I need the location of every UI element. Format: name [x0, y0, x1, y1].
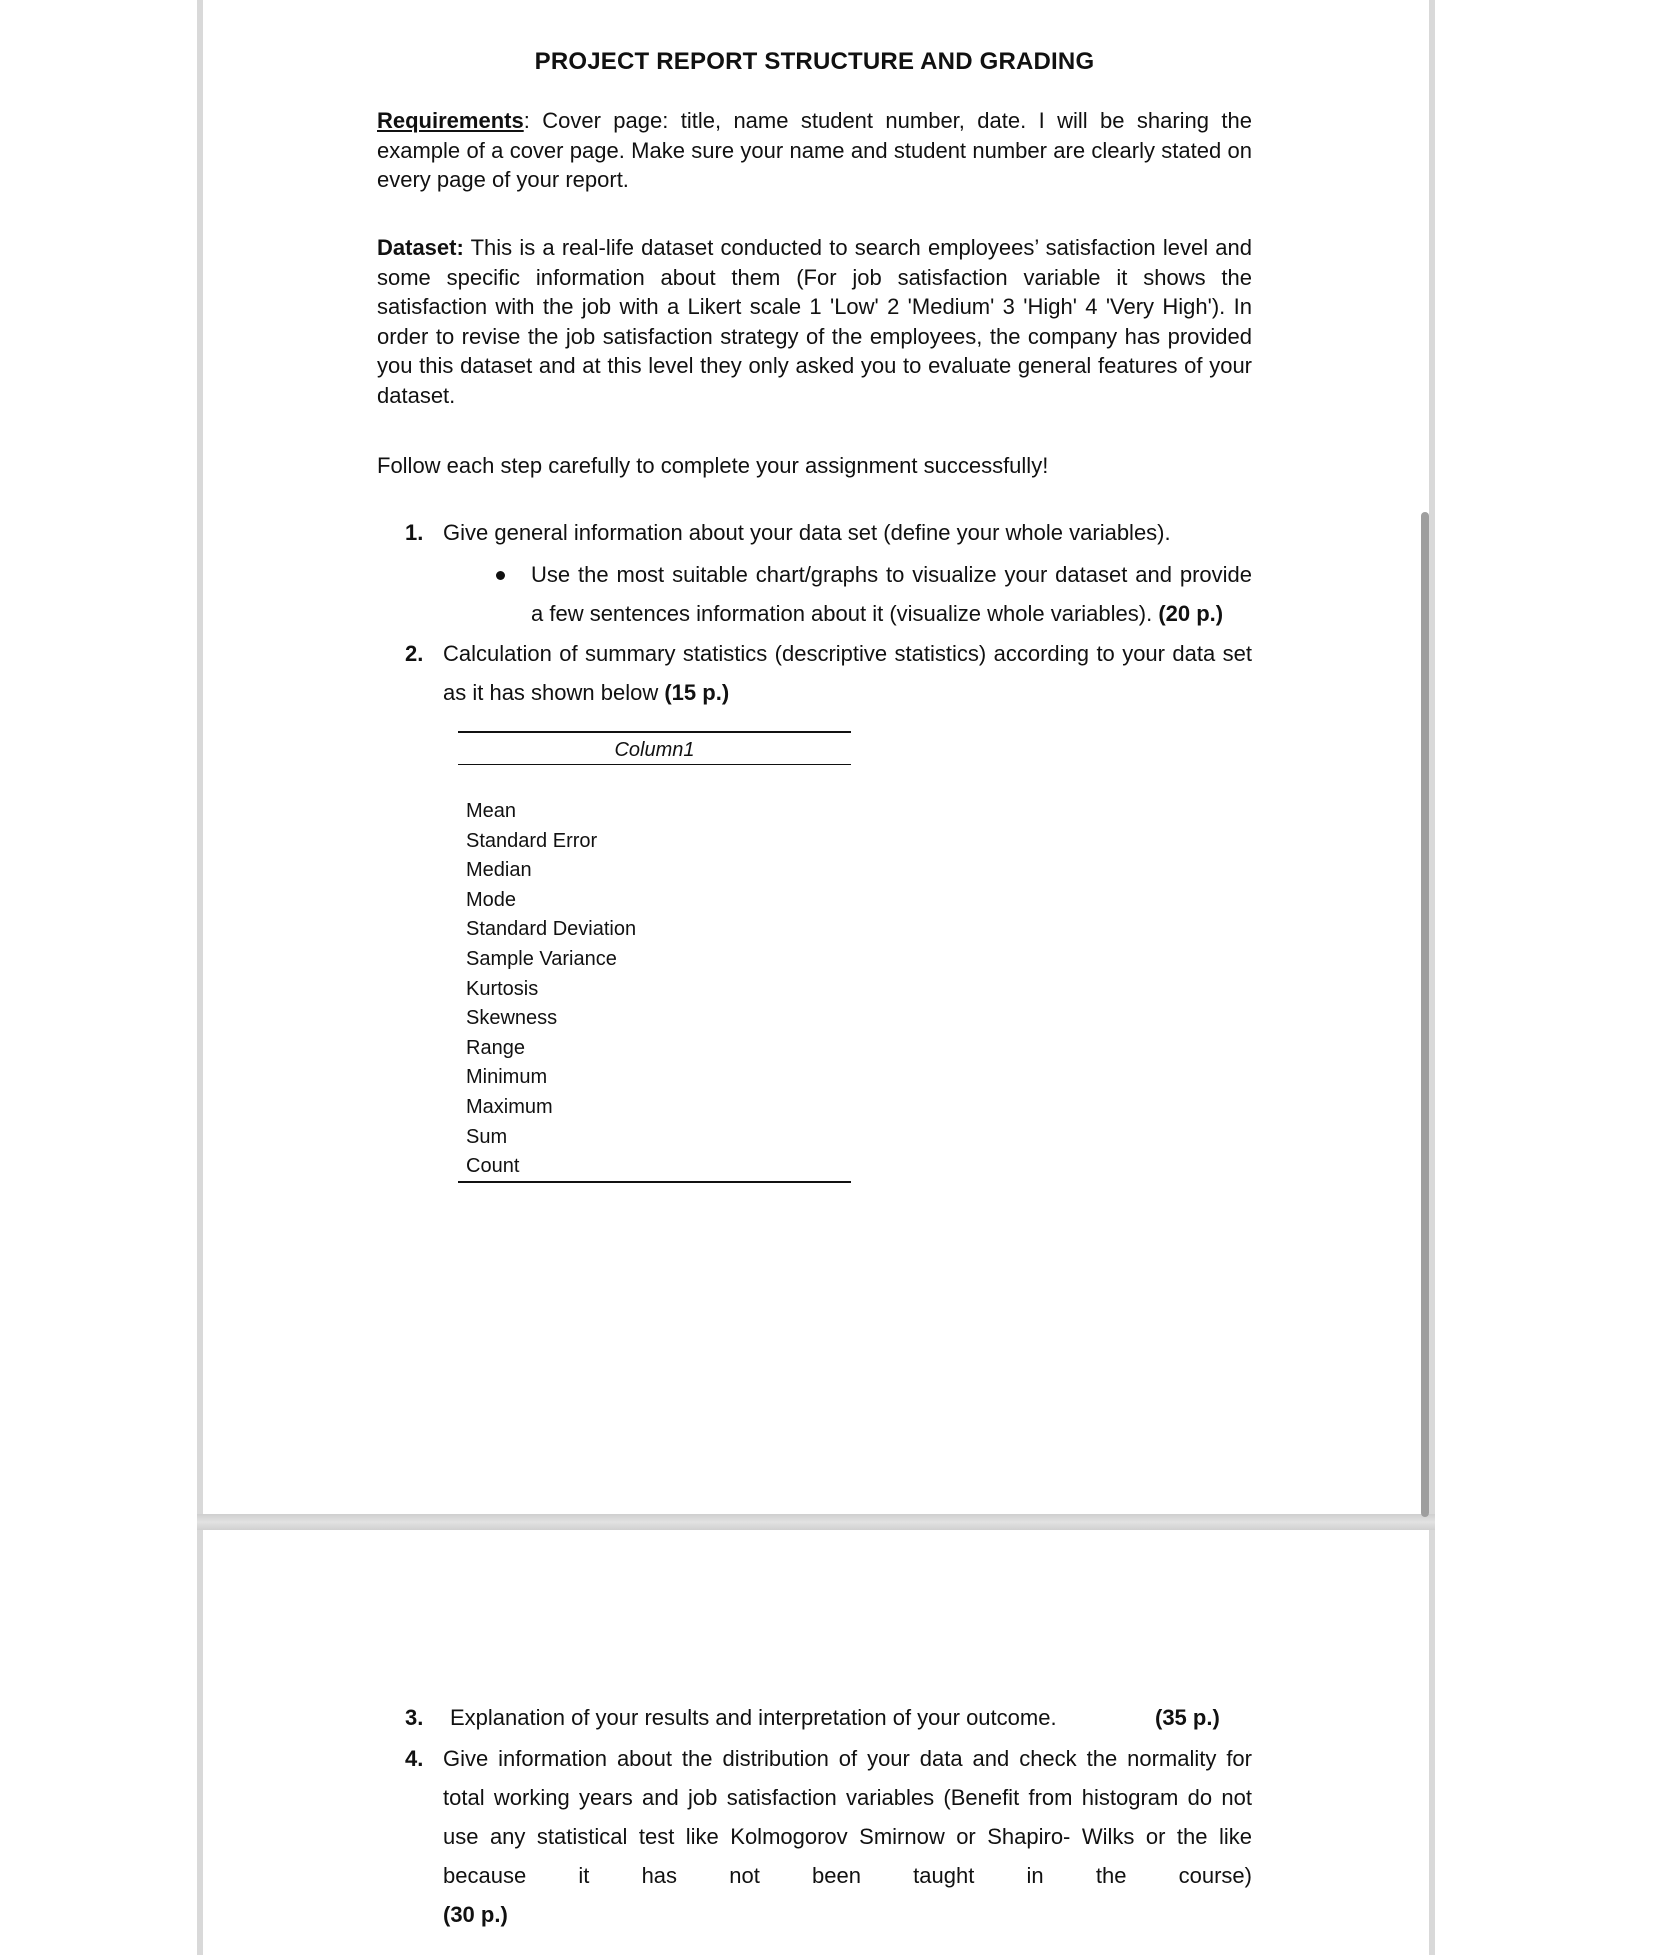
dataset-text: This is a real-life dataset conducted to search employees’ satisfaction level and some specific information about them (For job satisfaction variable it shows the satisfaction with the job with a Likert scale 1 'Low' 2 'Medium' 3 'High' 4 'Very High'). In order to revise the job satisfaction strategy of the employees, the company has provided you this dataset and at this level they only asked you to evaluate general features of your dataset. [377, 235, 1252, 408]
step-1-points: (20 p.) [1158, 601, 1224, 626]
page-separator [197, 1514, 1435, 1530]
dataset-label: Dataset: [377, 235, 464, 260]
step-2 [377, 634, 1252, 714]
table-column-header: Column1 [614, 739, 695, 761]
follow-text: Follow each step carefully to complete your assignment successfully! [377, 453, 1049, 478]
step-1-number: 1. [405, 520, 424, 545]
statistics-row: Sum [466, 1125, 508, 1148]
step-2-text: Calculation of summary statistics (descriptive statistics) according to your data set as it has shown below [443, 641, 1252, 705]
statistics-row: Skewness [466, 1007, 558, 1030]
requirements-paragraph [377, 106, 1252, 195]
follow-instruction [377, 451, 1252, 481]
statistics-row: Mode [466, 888, 517, 911]
statistics-row: Mean [466, 800, 517, 822]
step-4 [377, 1739, 1252, 1939]
step-1 [377, 513, 1252, 553]
statistics-row: Count [466, 1155, 520, 1178]
statistics-row: Range [466, 1036, 525, 1059]
statistics-row: Sample Variance [466, 947, 617, 970]
requirements-text: : Cover page: title, name student number, date. I will be sharing the example of a cover page. Make sure your name and student number are clearly stated on every page of your report. [377, 108, 1252, 192]
statistics-row-list [466, 797, 636, 1182]
page-title: PROJECT REPORT STRUCTURE AND GRADING [534, 48, 1095, 75]
step-4-points: (30 p.) [443, 1902, 508, 1927]
step-2-points: (15 p.) [664, 680, 730, 705]
step-2-number: 2. [405, 641, 424, 666]
table-top-rule [458, 731, 851, 733]
step-3-text: Explanation of your results and interpretation of your outcome. [450, 1705, 1057, 1730]
statistics-row: Minimum [466, 1066, 548, 1089]
step-3-number: 3. [405, 1705, 424, 1730]
requirements-label: Requirements [377, 108, 524, 133]
statistics-row: Median [466, 859, 532, 882]
statistics-row: Maximum [466, 1095, 553, 1118]
step-4-text: Give information about the distribution of your data and check the normality for total working years and job satisfaction variables (Benefit from histogram do not use any statistical test like Kolmogorov Smirnow or Shapiro- Wilks or the like because it has not been taught in the course) [443, 1746, 1252, 1888]
statistics-row: Standard Error [466, 829, 598, 852]
bullet-dot-icon [496, 571, 505, 580]
table-bottom-rule [458, 1181, 851, 1183]
step-3-points: (35 p.) [1155, 1705, 1220, 1730]
step-1-text: Give general information about your data set (define your whole variables). [443, 520, 1171, 545]
vertical-scrollbar-thumb[interactable] [1421, 512, 1429, 1517]
step-4-number: 4. [405, 1746, 424, 1771]
step-1-bullet [377, 555, 1252, 635]
table-header-rule [458, 764, 851, 765]
dataset-paragraph [377, 233, 1252, 410]
step-3 [377, 1698, 1252, 1738]
step-1-bullet-text: Use the most suitable chart/graphs to visualize your dataset and provide a few sentences information about it (visualize whole variables). [531, 562, 1252, 626]
statistics-row: Standard Deviation [466, 918, 637, 941]
statistics-row: Kurtosis [466, 977, 539, 1000]
